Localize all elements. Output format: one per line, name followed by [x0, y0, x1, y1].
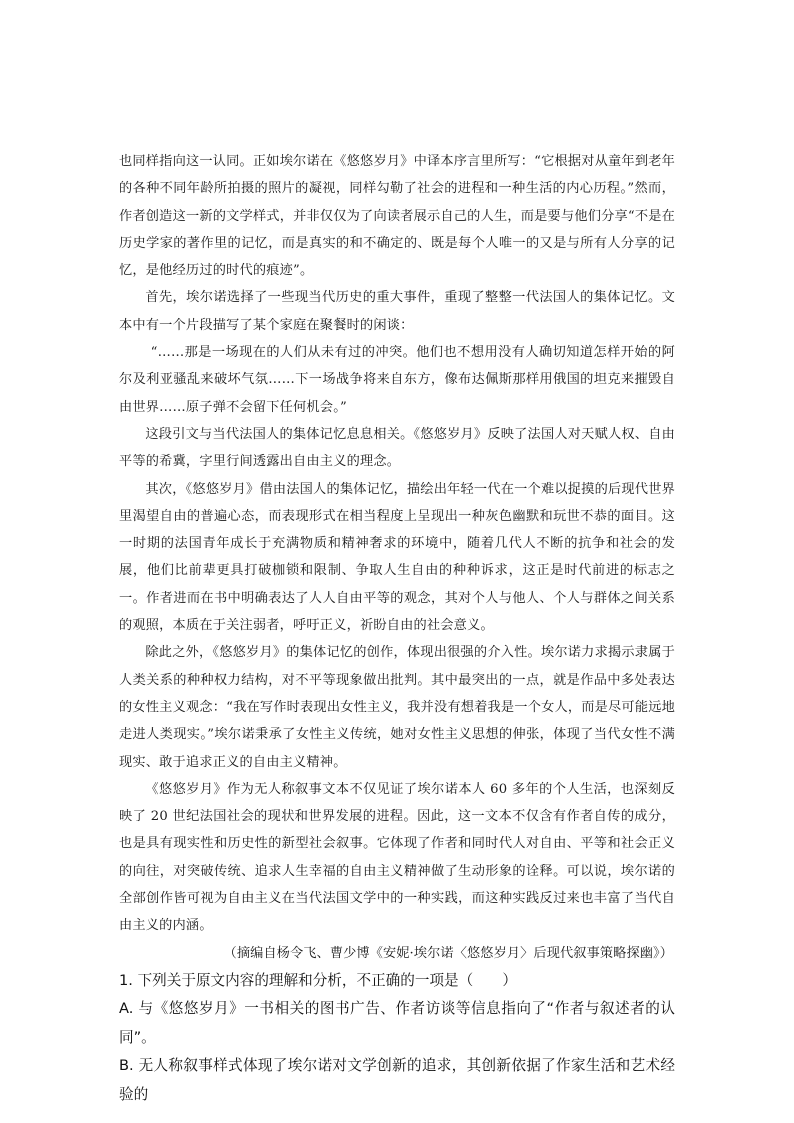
- paragraph-quote-analysis: 这段引文与当代法国人的集体记忆息息相关。《悠悠岁月》反映了法国人对天赋人权、自由平等的希冀，字里行间透露出自由主义的理念。: [119, 426, 675, 470]
- option-a: A. 与《悠悠岁月》一书相关的图书广告、作者访谈等信息指向了“作者与叙述者的认同”。: [119, 1000, 675, 1046]
- paragraph-first-point: 首先，埃尔诺选择了一些现当代历史的重大事件，重现了整整一代法国人的集体记忆。文本中有一个片段描写了某个家庭在聚餐时的闲谈：: [119, 290, 675, 333]
- option-b: B. 无人称叙事样式体现了埃尔诺对文学创新的追求，其创新依据了作家生活和艺术经验的: [119, 1057, 675, 1103]
- paragraph-continuation: 也同样指向这一认同。正如埃尔诺在《悠悠岁月》中译本序言里所写：“它根据对从童年到老年的各种不同年龄所拍摄的照片的凝视，同样勾勒了社会的进程和一种生活的内心历程。”然而，作者创造这一新的文学样式，并非仅仅为了向读者展示自己的人生，而是要与他们分享“不是在历史学家的著作里的记忆，而是真实的和不确定的、既是每个人唯一的又是与所有人分享的记忆，是他经历过的时代的痕迹”。: [119, 154, 675, 279]
- question-stem: 1. 下列关于原文内容的理解和分析，不正确的一项是（ ）: [119, 971, 518, 989]
- paragraph-third-point: 除此之外，《悠悠岁月》的集体记忆的创作，体现出很强的介入性。埃尔诺力求揭示隶属于人类关系的种种权力结构，对不平等现象做出批判。其中最突出的一点，就是作品中多处表达的女性主义观念：“我在写作时表现出女性主义，我并没有想着我是一个女人，而是尽可能远地走进人类现实。”埃尔诺秉承了女性主义传统，她对女性主义思想的伸张，体现了当代女性不满现实、敢于追求正义的自由主义精神。: [119, 645, 675, 770]
- quoted-passage: “……那是一场现在的人们从未有过的冲突。他们也不想用没有人确切知道怎样开始的阿尔及利亚骚乱来破坏气氛……下一场战争将来自东方，像布达佩斯那样用俄国的坦克来摧毁自由世界……原子弹不会留下任何机会。”: [119, 345, 675, 415]
- paragraph-conclusion: 《悠悠岁月》作为无人称叙事文本不仅见证了埃尔诺本人 60 多年的个人生活，也深刻反映了 20 世纪法国社会的现状和世界发展的进程。因此，这一文本不仅含有作者自传的成分，也是具有现实性和历史性的新型社会叙事。它体现了作者和同时代人对自由、平等和社会正义的向往，对突破传统、追求人生幸福的自由主义精神做了生动形象的诠释。可以说，埃尔诺的全部创作皆可视为自由主义在当代法国文学中的一种实践，而这种实践反过来也丰富了当代自由主义的内涵。: [119, 781, 675, 934]
- document-page: [119, 148, 675, 1109]
- paragraph-second-point: 其次，《悠悠岁月》借由法国人的集体记忆，描绘出年轻一代在一个难以捉摸的后现代世界里渴望自由的普遍心态，而表现形式在相当程度上呈现出一种灰色幽默和玩世不恭的面目。这一时期的法国青年成长于充满物质和精神奢求的环境中，随着几代人不断的抗争和社会的发展，他们比前辈更具打破枷锁和限制、争取人生自由的种种诉求，这正是时代前进的标志之一。作者进而在书中明确表达了人人自由平等的观念，其对个人与他人、个人与群体之间关系的观照，本质在于关注弱者，呼吁正义，祈盼自由的社会意义。: [119, 481, 675, 634]
- source-citation: （摘编自杨令飞、曹少博《安妮·埃尔诺〈悠悠岁月〉后现代叙事策略探幽》）: [223, 945, 673, 961]
